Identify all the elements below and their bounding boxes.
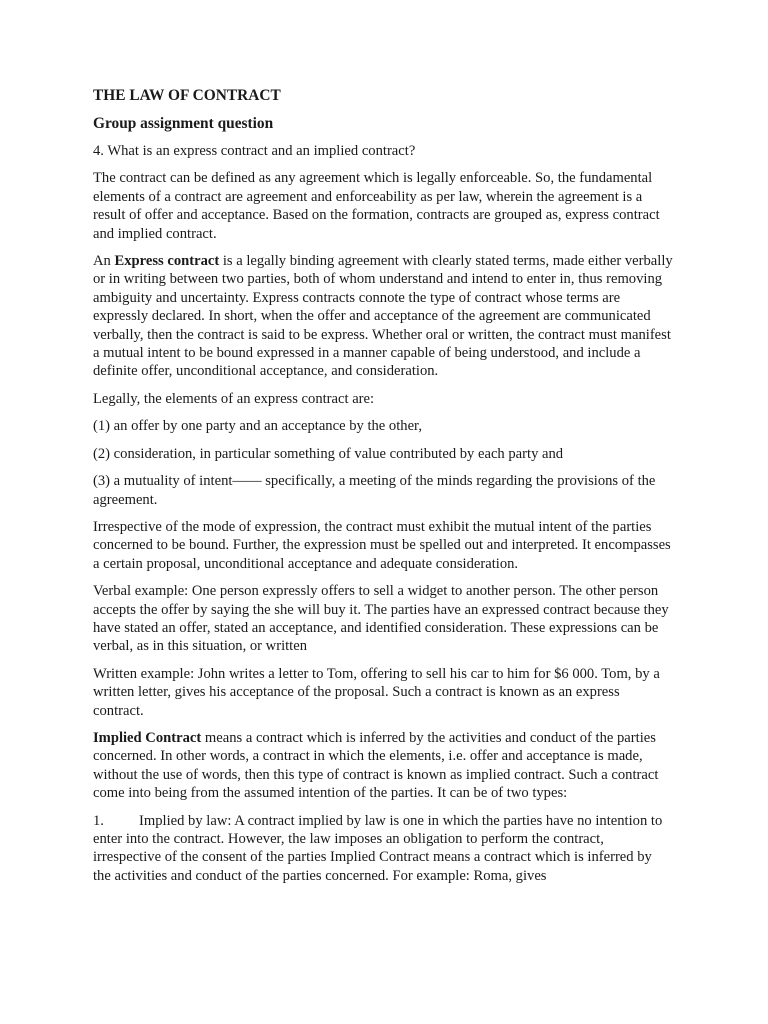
element-item-3: (3) a mutuality of intent—— specifically, a meeting of the minds regarding the provisions of the agreement. <box>93 473 656 508</box>
verbal-example-paragraph: Verbal example: One person expressly offers to sell a widget to another person. The other person accepts the offer by saying the she will buy it. The parties have an expressed contract because they have stated an offer, stated an acceptance, and identified consideration. These expressions can be verbal, as in this situation, or written <box>93 583 669 655</box>
implied-contract-body: means a contract which is inferred by the activities and conduct of the parties concerned. In other words, a contract in which the elements, i.e. offer and acceptance is made, without the use of words, then this type of contract is known as implied contract. Such a contract come into being from the assumed intention of the parties. It can be of two types: <box>93 729 659 802</box>
elements-intro: Legally, the elements of an express contract are: <box>93 390 375 407</box>
document-body <box>93 87 673 885</box>
implied-type-text: Implied by law: A contract implied by law is one in which the parties have no intention to enter into the contract. However, the law imposes an obligation to perform the contract, irrespective of the consent of the parties Implied Contract means a contract which is inferred by the activities and conduct of the parties concerned. For example: Roma, gives <box>93 812 663 884</box>
implied-contract-paragraph <box>93 729 673 803</box>
document-title: THE LAW OF CONTRACT <box>93 87 281 104</box>
express-contract-body: is a legally binding agreement with clearly stated terms, made either verbally or in writing between two parties, both of whom understand and intend to enter in, thus removing ambiguity and uncertainty. Express contracts connote the type of contract whose terms are expressly declared. In short, when the offer and acceptance of the agreement are communicated verbally, then the contract is said to be express. Whether oral or written, the contract must manifest a mutual intent to be bound expressed in a manner capable of being understood, and include a definite offer, unconditional acceptance, and consideration. <box>93 253 673 380</box>
element-item-2: (2) consideration, in particular something of value contributed by each party and <box>93 445 564 462</box>
element-item-1: (1) an offer by one party and an acceptance by the other, <box>93 418 422 435</box>
written-example-paragraph: Written example: John writes a letter to Tom, offering to sell his car to him for $6 000. Tom, by a written letter, gives his acceptance of the proposal. Such a contract is known as an express contract. <box>93 665 660 719</box>
question-text: 4. What is an express contract and an implied contract? <box>93 143 416 159</box>
implied-type-number: 1. <box>93 812 104 829</box>
express-contract-term: Express contract <box>114 253 220 270</box>
intro-paragraph: The contract can be defined as any agreement which is legally enforceable. So, the fundamental elements of a contract are agreement and enforceability as per law, wherein the agreement is a result of offer and acceptance. Based on the formation, contracts are grouped as, express contract and implied contract. <box>93 170 660 242</box>
implied-type-item-1 <box>93 812 673 886</box>
implied-contract-term: Implied Contract <box>93 729 202 746</box>
express-lead: An <box>93 253 115 270</box>
mode-of-expression-paragraph: Irrespective of the mode of expression, the contract must exhibit the mutual intent of the parties concerned to be bound. Further, the expression must be spelled out and interpreted. It encompasses a certain proposal, unconditional acceptance and adequate consideration. <box>93 518 671 572</box>
express-contract-paragraph <box>93 252 673 381</box>
document-subtitle: Group assignment question <box>93 114 274 132</box>
